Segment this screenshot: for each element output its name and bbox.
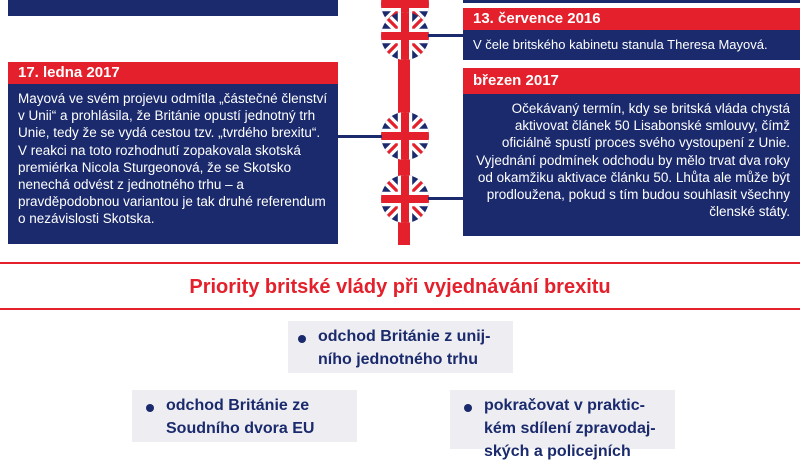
event-date-header: březen 2017 — [463, 68, 800, 94]
event-description: Očekávaný termín, kdy se britská vláda chystá aktivovat článek 50 Lisabonské smlouvy, čímž oficiálně spustí proces svého vystoupení z Unie. Vyjednání podmínek odchodu by mělo trvat dva roky od okamžiku aktivace článku 50. Lhůta ale může být prodloužena, pokud s tím budou souhlasit všechny členské státy. — [463, 94, 800, 236]
priority-text: odchod Británie ze Soudního dvora EU — [166, 397, 315, 437]
priority-text: pokračovat v praktickém sdílení zpravodajských a policejních — [484, 397, 656, 460]
priority-text: odchod Británie z unijního jednotného trhu — [318, 328, 491, 368]
bullet-icon — [298, 335, 306, 343]
event-date-header: 17. ledna 2017 — [8, 62, 338, 84]
cropped-event-box-top-right — [463, 0, 800, 3]
bullet-icon — [464, 404, 472, 412]
priority-item — [132, 390, 357, 442]
event-description: Mayová ve svém projevu odmítla „částečné členství v Unii“ a prohlásila, že Británie opustí jednotný trh Unie, tedy že se vydá cestou tzv. „tvrdého brexitu“. V reakci na toto rozhodnutí zopakovala skotská premiérka Nicola Sturgeonová, že se Skotsko nenechá odvést z jednotného trhu – a pravděpodobnou variantou je tak druhé referendum o nezávislosti Skotska. — [8, 84, 338, 244]
uk-flag-icon — [381, 175, 429, 223]
connector-line — [338, 135, 382, 138]
event-date-header: 13. července 2016 — [463, 8, 800, 30]
bullet-icon — [146, 404, 154, 412]
event-description: V čele britského kabinetu stanula Theresa Mayová. — [463, 30, 800, 60]
connector-line — [428, 34, 464, 37]
section-title: Priority britské vlády při vyjednávání brexitu — [189, 276, 611, 298]
uk-flag-icon — [381, 12, 429, 60]
uk-flag-icon — [381, 112, 429, 160]
priority-item — [450, 390, 675, 460]
cropped-event-box-top-left — [8, 0, 338, 16]
priority-item — [288, 321, 513, 373]
divider — [0, 308, 800, 310]
connector-line — [428, 197, 464, 200]
divider — [0, 262, 800, 264]
